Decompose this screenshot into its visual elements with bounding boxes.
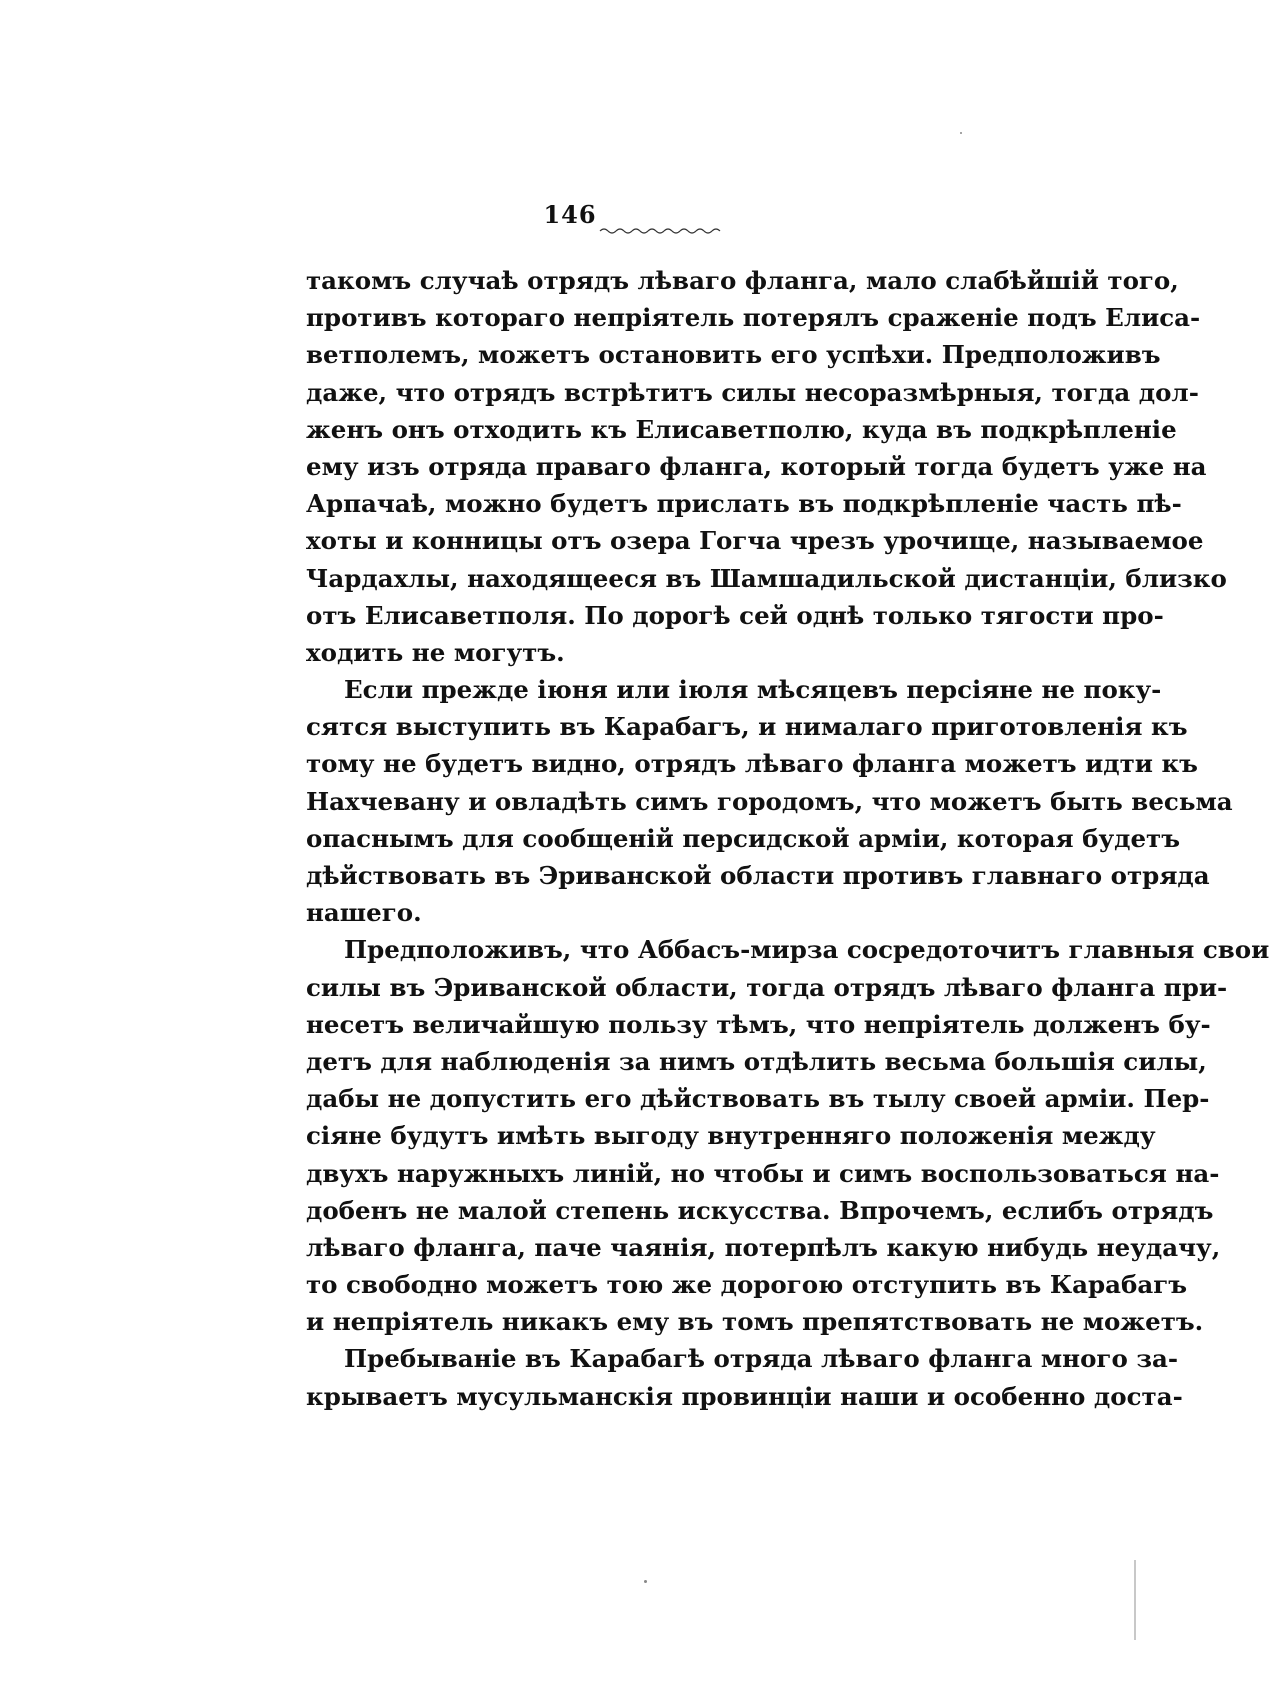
- text-line: дабы не допустить его дѣйствовать въ тылу своей арміи. Пер-: [306, 1084, 1210, 1114]
- text-line: тому не будетъ видно, отрядъ лѣваго фланга можетъ идти къ: [306, 749, 1198, 779]
- scan-edge-line: [1134, 1560, 1136, 1640]
- paragraph-4: [306, 1340, 1183, 1414]
- text-line: нашего.: [306, 898, 422, 928]
- text-line: Арпачаѣ, можно будетъ прислать въ подкрѣпленіе часть пѣ-: [306, 489, 1182, 519]
- paragraph-2: [306, 671, 1233, 931]
- text-line: такомъ случаѣ отрядъ лѣваго фланга, мало слабѣйшій того,: [306, 266, 1179, 295]
- text-line: Если прежде іюня или іюля мѣсяцевъ персіяне не поку-: [344, 675, 1162, 705]
- text-line: Чардахлы, находящееся въ Шамшадильской дистанціи, близко: [306, 563, 1227, 593]
- text-line: силы въ Эриванской области, тогда отрядъ лѣваго фланга при-: [306, 972, 1228, 1002]
- body-text: [306, 262, 1269, 1415]
- text-line: несетъ величайшую пользу тѣмъ, что непріятель долженъ бу-: [306, 1009, 1211, 1039]
- page-number-ornament: [600, 226, 720, 236]
- text-line: Предположивъ, что Аббасъ-мирза сосредоточитъ главныя свои: [344, 935, 1269, 965]
- text-line: и непріятель никакъ ему въ томъ препятствовать не можетъ.: [306, 1307, 1204, 1337]
- paragraph-3: [306, 931, 1269, 1340]
- text-line: ходить не могутъ.: [306, 637, 565, 667]
- text-line: детъ для наблюденія за нимъ отдѣлить весьма большія силы,: [306, 1046, 1207, 1076]
- text-line: отъ Елисаветполя. По дорогѣ сей однѣ только тягости про-: [306, 600, 1164, 630]
- text-line: Пребываніе въ Карабагѣ отряда лѣваго фланга много за-: [344, 1344, 1178, 1374]
- text-line: добенъ не малой степень искусства. Впрочемъ, еслибъ отрядъ: [306, 1195, 1214, 1225]
- text-line: хоты и конницы отъ озера Гогча чрезъ урочище, называемое: [306, 526, 1204, 556]
- text-line: ему изъ отряда праваго фланга, который тогда будетъ уже на: [306, 451, 1207, 481]
- text-line: сіяне будутъ имѣть выгоду внутренняго положенія между: [306, 1121, 1156, 1151]
- text-line: противъ котораго непріятель потерялъ сраженіе подъ Елиса-: [306, 303, 1201, 333]
- text-line: двухъ наружныхъ линій, но чтобы и симъ воспользоваться на-: [306, 1158, 1220, 1188]
- paragraph-1: [306, 262, 1227, 671]
- text-line: крываетъ мусульманскія провинціи наши и особенно доста-: [306, 1381, 1183, 1411]
- text-line: Нахчевану и овладѣть симъ городомъ, что можетъ быть весьма: [306, 786, 1233, 816]
- text-line: даже, что отрядъ встрѣтитъ силы несоразмѣрныя, тогда дол-: [306, 377, 1199, 407]
- text-line: опаснымъ для сообщеній персидской арміи, которая будетъ: [306, 823, 1181, 853]
- text-line: лѣваго фланга, паче чаянія, потерпѣлъ какую нибудь неудачу,: [306, 1232, 1221, 1262]
- text-line: сятся выступить въ Карабагъ, и нималаго приготовленія къ: [306, 712, 1188, 742]
- text-line: дѣйствовать въ Эриванской области противъ главнаго отряда: [306, 861, 1210, 890]
- text-line: то свободно можетъ тою же дорогою отступить въ Карабагъ: [306, 1270, 1188, 1300]
- text-line: женъ онъ отходить къ Елисаветполю, куда въ подкрѣпленіе: [306, 414, 1177, 444]
- scan-speck: [960, 132, 962, 134]
- page-number: 146: [543, 200, 597, 229]
- scan-speck: [644, 1580, 647, 1583]
- text-line: ветполемъ, можетъ остановить его успѣхи. Предположивъ: [306, 340, 1161, 370]
